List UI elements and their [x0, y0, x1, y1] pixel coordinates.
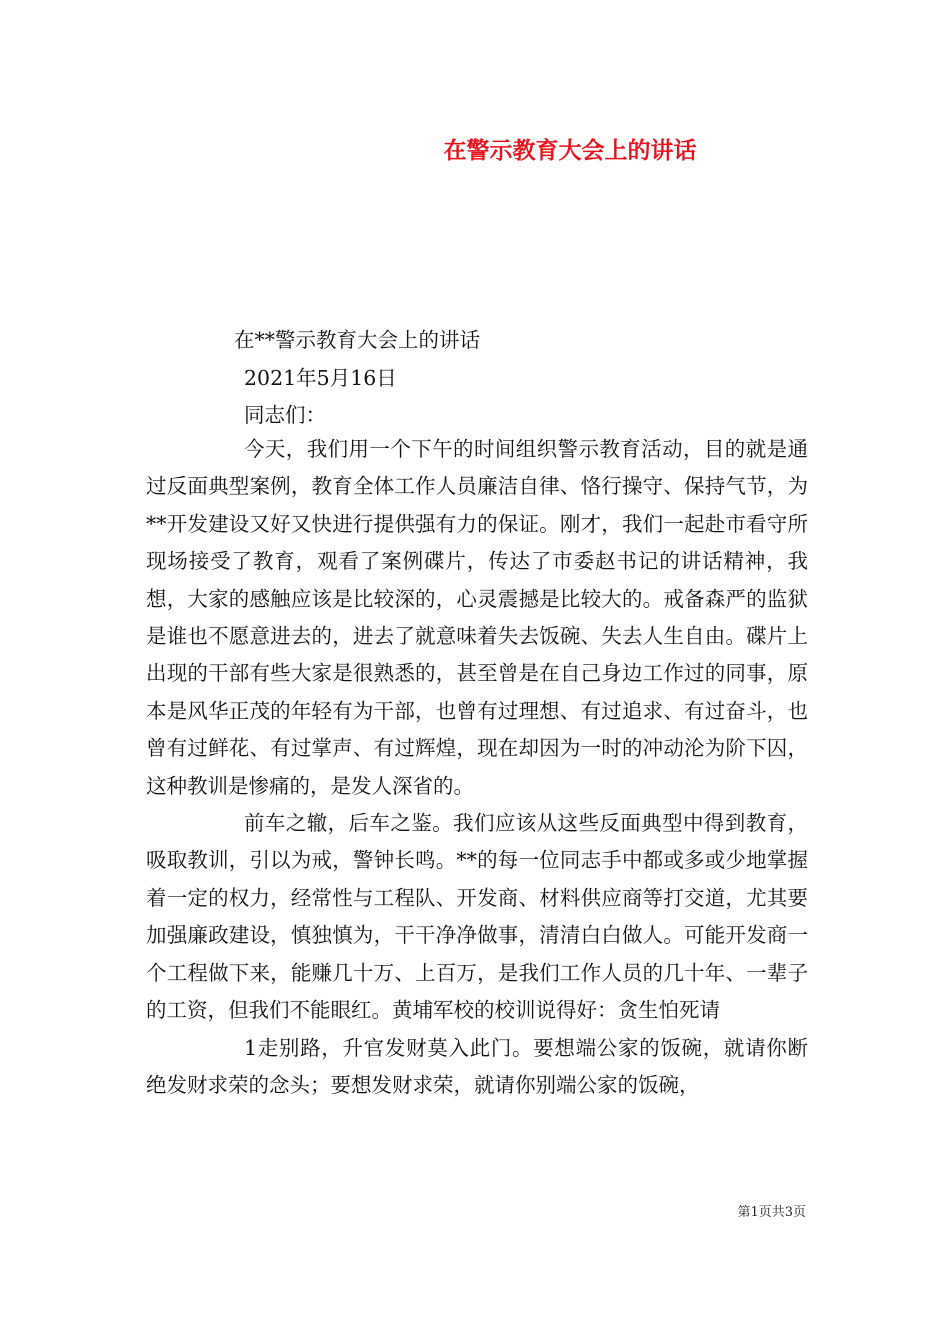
subtitle: 在**警示教育大会上的讲话	[234, 328, 480, 352]
paragraph-3: 1走别路，升官发财莫入此门。要想端公家的饭碗，就请你断绝发财求荣的念头；要想发财求荣，就请你别端公家的饭碗，	[146, 1035, 808, 1097]
document-title: 在警示教育大会上的讲话	[443, 138, 697, 164]
salutation: 同志们：	[244, 403, 326, 427]
paragraph-1: 今天，我们用一个下午的时间组织警示教育活动，目的就是通过反面典型案例，教育全体工作人员廉洁自律、恪行操守、保持气节，为**开发建设又好又快进行提供强有力的保证。刚才，我们一起赴市看守所现场接受了教育，观看了案例碟片，传达了市委赵书记的讲话精神，我想，大家的感触应该是比较深的，心灵震撼是比较大的。戒备森严的监狱是谁也不愿意进去的，进去了就意味着失去饭碗、失去人生自由。碟片上出现的干部有些大家是很熟悉的，甚至曾是在自己身边工作过的同事，原本是风华正茂的年轻有为干部，也曾有过理想、有过追求、有过奋斗，也曾有过鲜花、有过掌声、有过辉煌，现在却因为一时的冲动沦为阶下囚，这种教训是惨痛的，是发人深省的。	[146, 437, 808, 798]
page-number-footer: 第1页共3页	[737, 1205, 806, 1220]
paragraph-2: 前车之辙，后车之鉴。我们应该从这些反面典型中得到教育，吸取教训，引以为戒，警钟长鸣。**的每一位同志手中都或多或少地掌握着一定的权力，经常性与工程队、开发商、材料供应商等打交道，尤其要加强廉政建设，慎独慎为，干干净净做事，清清白白做人。可能开发商一个工程做下来，能赚几十万、上百万，是我们工作人员的几十年、一辈子的工资，但我们不能眼红。黄埔军校的校训说得好：贪生怕死请	[146, 811, 808, 1023]
date: 2021年5月16日	[244, 366, 397, 390]
body-text	[146, 431, 808, 1104]
